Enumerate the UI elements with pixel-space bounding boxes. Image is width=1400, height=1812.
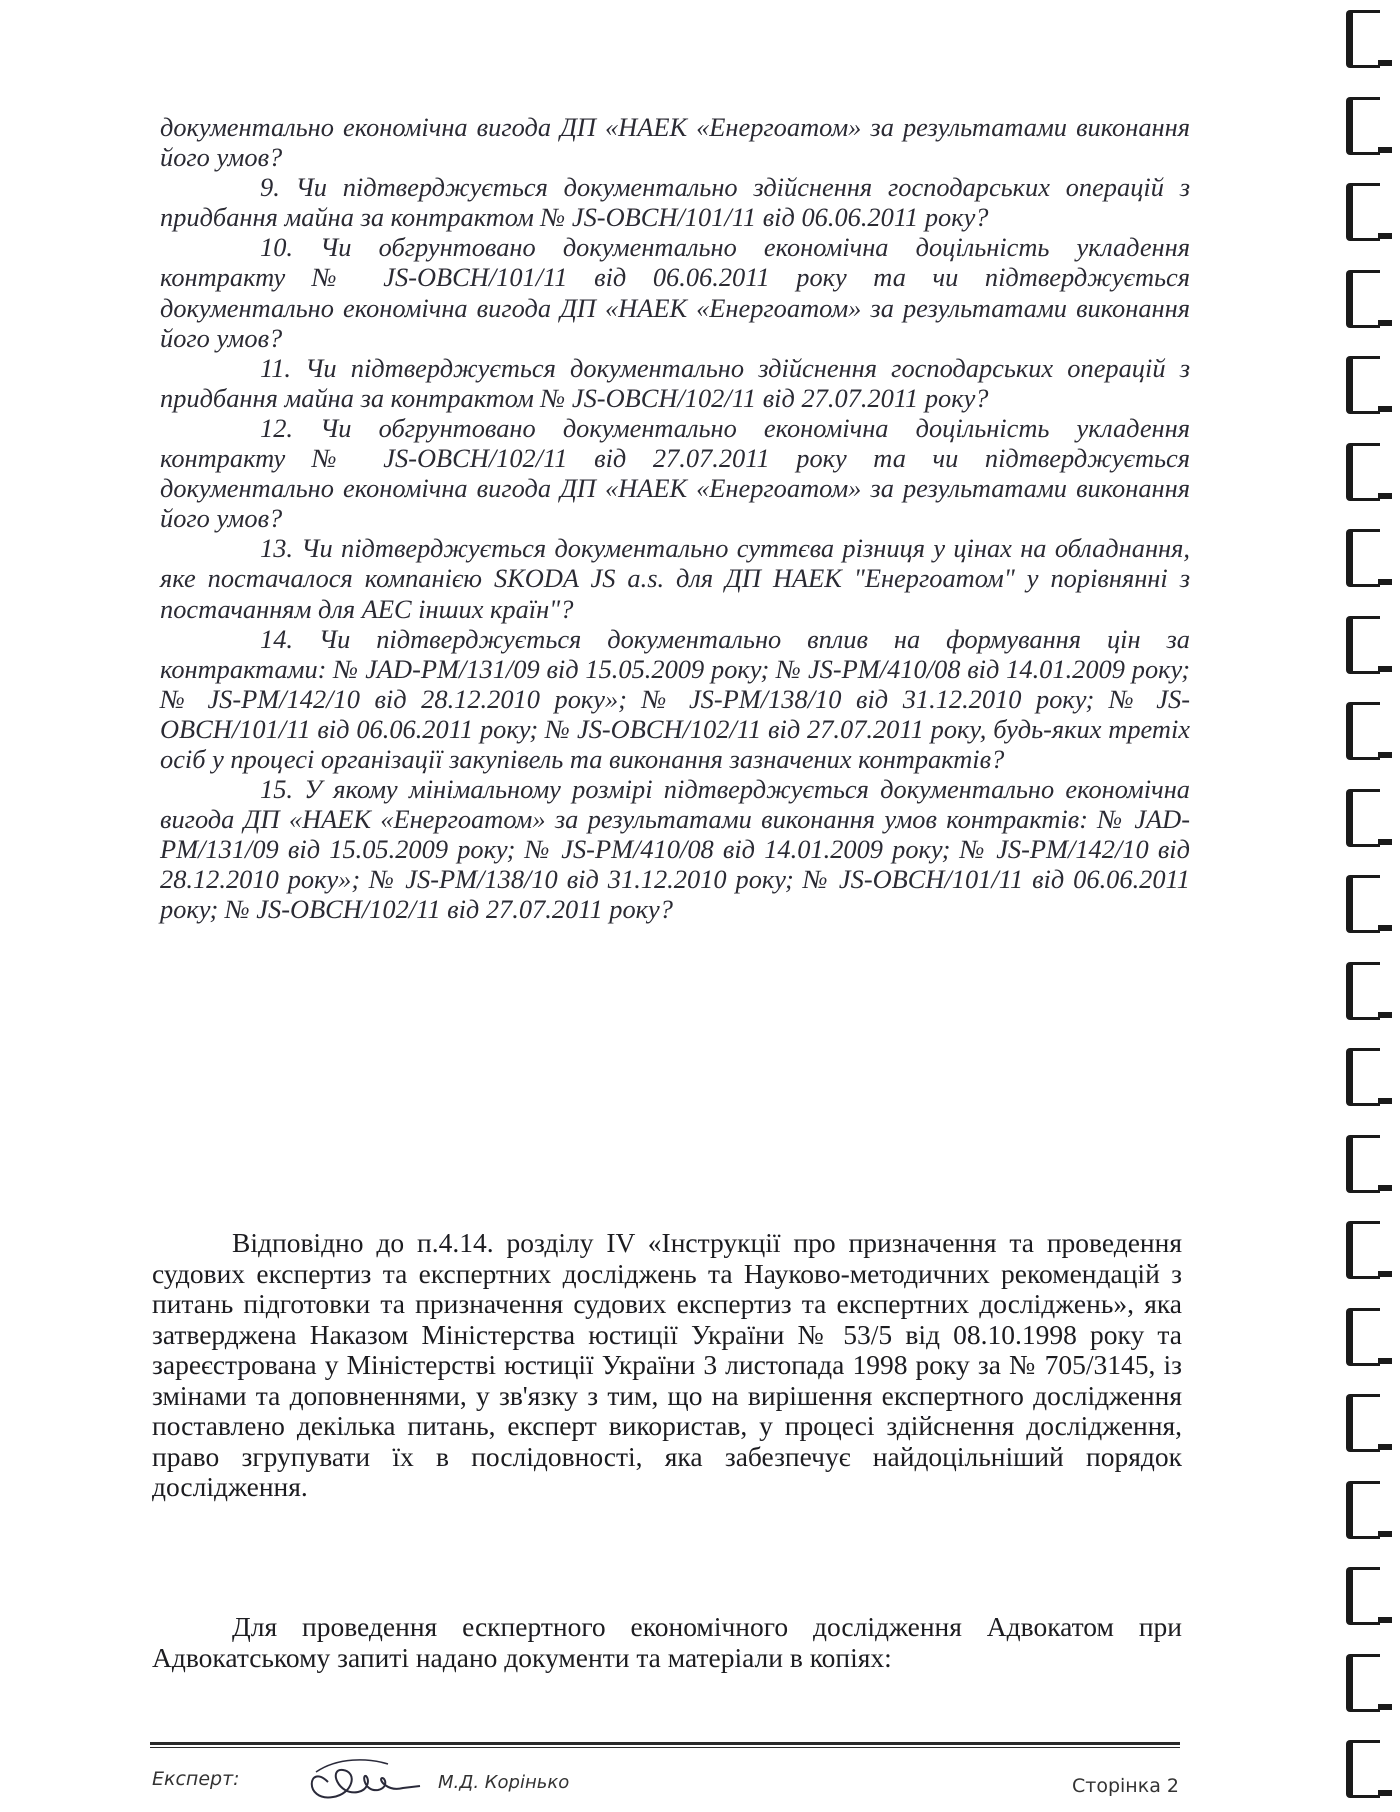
binding-ring <box>1346 1394 1380 1452</box>
binding-ring <box>1346 616 1380 674</box>
binding-ring-tick <box>1378 493 1392 499</box>
binding-ring <box>1346 1221 1380 1279</box>
footer-expert-name: М.Д. Корінько <box>438 1772 570 1793</box>
binding-ring-tick <box>1378 579 1392 585</box>
binding-ring <box>1346 270 1380 328</box>
question-9: 9. Чи підтверджується документально здійснення господарських операцій з придбання майна за контрактом № JS-OBCH/101/11 від 06.06.2011 року? <box>160 172 1190 233</box>
binding-ring <box>1346 1740 1380 1798</box>
question-14: 14. Чи підтверджується документально вплив на формування цін за контрактами: № JAD-PM/131/09 від 15.05.2009 року; № JS-PM/410/08 від 14.01.2009 року; № JS-PM/142/10 від 28.12.2010 року»; № JS-PM/138/10 від 31.12.2010 року; № JS-OBCH/101/11 від 06.06.2011 року; № JS-OBCH/102/11 від 27.07.2011 року, будь-яких третіх осіб у процесі організації закупівель та виконання зазначених контрактів? <box>160 623 1190 774</box>
signature-icon <box>298 1752 438 1808</box>
binding-ring <box>1346 1308 1380 1366</box>
binding-ring-tick <box>1378 406 1392 412</box>
footer-expert-label: Експерт: <box>152 1768 240 1790</box>
footer-divider <box>150 1742 1180 1745</box>
binding-ring <box>1346 702 1380 760</box>
question-10: 10. Чи обгрунтовано документально економічна доцільність укладення контракту № JS-OBCH/101/11 від 06.06.2011 року та чи підтверджується документально економічна вигода ДП «НАЕК «Енергоатом» за результатами виконання його умов? <box>160 232 1190 353</box>
materials-paragraph: Для проведення ескпертного економічного дослідження Адвокатом при Адвокатському запиті надано документи та матеріали в копіях: <box>152 1611 1182 1673</box>
binding-ring <box>1346 1481 1380 1539</box>
binding-ring <box>1346 962 1380 1020</box>
binding-ring <box>1346 529 1380 587</box>
page-number: Сторінка 2 <box>1072 1775 1179 1797</box>
binding-ring <box>1346 183 1380 241</box>
binding-ring <box>1346 10 1380 68</box>
binding-ring <box>1346 443 1380 501</box>
binding-ring <box>1346 1048 1380 1106</box>
binding-ring-tick <box>1378 1617 1392 1623</box>
binding-ring-tick <box>1378 1185 1392 1191</box>
binding-ring-tick <box>1378 320 1392 326</box>
binding-ring <box>1346 97 1380 155</box>
binding-ring <box>1346 1135 1380 1193</box>
binding-ring <box>1346 1567 1380 1625</box>
binding-ring-tick <box>1378 752 1392 758</box>
questions-list <box>160 112 1190 925</box>
binding-ring-tick <box>1378 1531 1392 1537</box>
binding-ring-tick <box>1378 1271 1392 1277</box>
question-13: 13. Чи підтверджується документально суттєва різниця у цінах на обладнання, яке постачалося компанією SKODA JS a.s. для ДП НАЕК "Енергоатом" у порівнянні з постачанням для АЕС інших країн"? <box>160 533 1190 624</box>
binding-ring <box>1346 1654 1380 1712</box>
question-15: 15. У якому мінімальному розмірі підтверджується документально економічна вигода ДП «НАЕК «Енергоатом» за результатами виконання умов контрактів: № JAD-PM/131/09 від 15.05.2009 року; № JS-PM/410/08 від 14.01.2009 року; № JS-PM/142/10 від 28.12.2010 року»; № JS-PM/138/10 від 31.12.2010 року; № JS-OBCH/101/11 від 06.06.2011 року; № JS-OBCH/102/11 від 27.07.2011 року? <box>160 774 1190 925</box>
instruction-paragraph: Відповідно до п.4.14. розділу IV «Інструкції про призначення та проведення судових експертиз та експертних досліджень та Науково-методичних рекомендацій з питань підготовки та призначення судових експертиз та експертних досліджень», яка затверджена Наказом Міністерства юстиції України № 53/5 від 08.10.1998 року та зареєстрована у Міністерстві юстиції України 3 листопада 1998 року за № 705/3145, із змінами та доповненнями, у зв'язку з тим, що на вирішення експертного дослідження поставлено декілька питань, експерт використав, у процесі здійснення дослідження, право згрупувати їх в послідовності, яка забезпечує найдоцільніший порядок дослідження. <box>152 1227 1182 1502</box>
binding-ring-tick <box>1378 1704 1392 1710</box>
binding-ring-tick <box>1378 666 1392 672</box>
binding-ring-tick <box>1378 147 1392 153</box>
footer-divider-thin <box>150 1747 1180 1748</box>
binding-ring-tick <box>1378 1012 1392 1018</box>
binding-ring-tick <box>1378 1444 1392 1450</box>
binding-ring-tick <box>1378 839 1392 845</box>
binding-ring-tick <box>1378 60 1392 66</box>
binding-ring <box>1346 789 1380 847</box>
binding-ring-tick <box>1378 233 1392 239</box>
binding-ring-tick <box>1378 1790 1392 1796</box>
binding-ring-tick <box>1378 1098 1392 1104</box>
binding-ring <box>1346 356 1380 414</box>
binding-ring-tick <box>1378 1358 1392 1364</box>
question-12: 12. Чи обгрунтовано документально економічна доцільність укладення контракту № JS-OBCH/102/11 від 27.07.2011 року та чи підтверджується документально економічна вигода ДП «НАЕК «Енергоатом» за результатами виконання його умов? <box>160 412 1190 534</box>
binding-ring-tick <box>1378 925 1392 931</box>
question-11: 11. Чи підтверджується документально здійснення господарських операцій з придбання майна за контрактом № JS-OBCH/102/11 від 27.07.2011 року? <box>160 352 1190 413</box>
question-8-continuation: документально економічна вигода ДП «НАЕК «Енергоатом» за результатами виконання його умов? <box>160 112 1190 173</box>
spiral-binding <box>1332 0 1392 1812</box>
binding-ring <box>1346 875 1380 933</box>
